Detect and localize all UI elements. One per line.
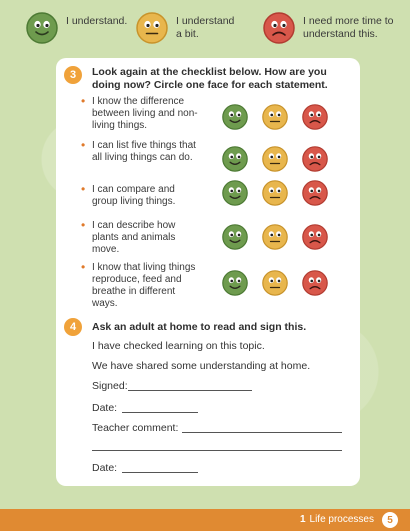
legend-label: I understand. xyxy=(66,15,128,27)
legend-label: I need more time to understand this. xyxy=(303,15,394,40)
statement-4: • I can describe how plants and animals move. xyxy=(81,218,176,255)
statement-1: • I know the difference between living and non-living things. xyxy=(81,94,198,131)
green-smile-face-icon[interactable] xyxy=(222,104,248,130)
statement-2: • I can list five things that all living things can do. xyxy=(81,138,196,163)
page-number: 5 xyxy=(382,512,398,528)
red-sad-face-icon[interactable] xyxy=(302,224,328,250)
legend-label: I understand a bit. xyxy=(176,15,235,40)
signed-line[interactable] xyxy=(128,390,252,391)
date-label: Date: xyxy=(92,402,118,414)
step-4-number: 4 xyxy=(64,318,82,336)
date-line[interactable] xyxy=(122,412,198,413)
orange-neutral-face-icon[interactable] xyxy=(262,224,288,250)
red-sad-face-icon[interactable] xyxy=(302,270,328,296)
step-3-instruction: Look again at the checklist below. How are you doing now? Circle one face for each statement. xyxy=(92,66,328,91)
chapter-label xyxy=(300,514,374,525)
legend-item-understand-bit xyxy=(136,12,240,44)
legend-item-need-time xyxy=(263,12,395,44)
green-smile-face-icon[interactable] xyxy=(222,224,248,250)
red-sad-face-icon[interactable] xyxy=(302,146,328,172)
orange-neutral-face-icon[interactable] xyxy=(262,146,288,172)
orange-neutral-face-icon[interactable] xyxy=(262,104,288,130)
footer-bar xyxy=(0,509,410,531)
green-smile-face-icon xyxy=(26,12,58,44)
green-smile-face-icon[interactable] xyxy=(222,180,248,206)
teacher-comment-label: Teacher comment: xyxy=(92,422,179,434)
date2-line[interactable] xyxy=(122,472,198,473)
red-sad-face-icon[interactable] xyxy=(302,180,328,206)
step-4-instruction: Ask an adult at home to read and sign this. xyxy=(92,321,307,333)
step-3-number: 3 xyxy=(64,66,82,84)
teacher-comment-line-2[interactable] xyxy=(92,450,342,451)
checklist-card xyxy=(56,58,360,486)
red-sad-face-icon xyxy=(263,12,295,44)
red-sad-face-icon[interactable] xyxy=(302,104,328,130)
green-smile-face-icon[interactable] xyxy=(222,270,248,296)
legend xyxy=(0,12,410,52)
orange-neutral-face-icon[interactable] xyxy=(262,180,288,206)
signed-label: Signed: xyxy=(92,380,128,392)
chapter-number: 1 xyxy=(299,514,306,525)
orange-neutral-face-icon[interactable] xyxy=(262,270,288,296)
legend-item-understand xyxy=(26,12,136,44)
teacher-comment-line-1[interactable] xyxy=(182,432,342,433)
green-smile-face-icon[interactable] xyxy=(222,146,248,172)
shared-understanding-text: We have shared some understanding at home. xyxy=(92,360,311,372)
orange-neutral-face-icon xyxy=(136,12,168,44)
date2-label: Date: xyxy=(92,462,118,474)
chapter-title: Life processes xyxy=(309,514,374,525)
checked-learning-text: I have checked learning on this topic. xyxy=(92,340,265,352)
statement-3: • I can compare and group living things. xyxy=(81,182,176,207)
statement-5: • I know that living things reproduce, feed and breathe in different ways. xyxy=(81,260,196,309)
